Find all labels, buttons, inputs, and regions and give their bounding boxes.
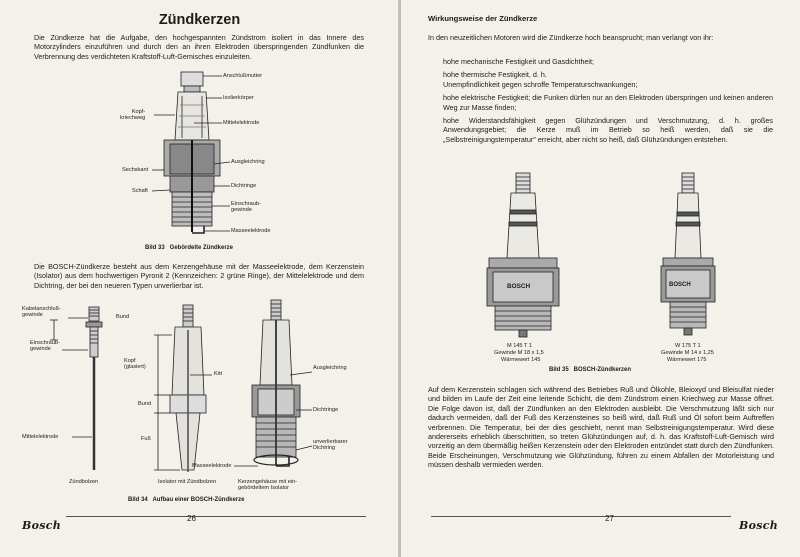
label-unverlierbarer-dichtring: unverlierbarer Dichtring (313, 439, 348, 452)
requirement-item: hohe mechanische Festigkeit und Gasdichtheit; (443, 57, 595, 66)
requirement-item: hohe Widerstandsfähigkeit gegen Glühzündungen und Verschmutzung, d. h. großes Anwendungsgebiet; die Kerze muß im Betrieb so heiß werden, daß sie die „Selbstreinigungstemperatur" erreicht, aber nicht so heiß, daß Glühzündungen entstehen. (443, 116, 773, 144)
label-ausgleichring-34: Ausgleichring (313, 365, 347, 371)
label-schaft: Schaft (132, 188, 148, 194)
section-heading: Wirkungsweise der Zündkerze (428, 14, 538, 23)
bosch-logo: Bosch (739, 519, 779, 532)
requirement-item: hohe elektrische Festigkeit; die Funken dürfen nur an den Elektroden überspringen und keinen anderen Weg zur Masse finden; (443, 93, 773, 112)
label-kriechweg: Kopf- kriechweg (120, 109, 146, 122)
label-kopf: Kopf (glasiert) (124, 358, 146, 371)
figure-34-construction (0, 0, 399, 557)
page-number: 26 (187, 514, 196, 523)
label-anschlussmutter: Anschlußmutter (223, 73, 263, 79)
label-ausgleichring: Ausgleichring (231, 159, 265, 165)
body-paragraph: Die BOSCH-Zündkerze besteht aus dem Kerzengehäuse mit der Masseelektrode, dem Kerzenstein (Isolator) aus dem hochwertigen Pyronit 2 (Kennzeichen: 2 grüne Ringe), der Mittelelektrode und dem Dichtring, der bei den neueren Typen unverlierbar ist. (34, 262, 364, 290)
label-kitt: Kitt (214, 371, 223, 377)
page-number: 27 (605, 514, 614, 523)
page-right (401, 0, 800, 557)
label-kerzengehaeuse: Kerzengehäuse mit ein- gebördeltem Isolator (238, 479, 298, 492)
label-einschraubgewinde: Einschraub- gewinde (231, 201, 261, 214)
figure-35-caption: Bild 35 BOSCH-Zündkerzen (549, 367, 632, 373)
footer-rule (66, 516, 366, 517)
label-masseelektrode-34: Masseelektrode (192, 463, 232, 469)
label-isolator-mit-zuendbolzen: Isolator mit Zündbolzen (158, 479, 217, 485)
label-isolierkoerper: Isolierkörper (223, 95, 254, 101)
label-dichtringe-34: Dichtringe (313, 407, 339, 413)
plug2-heat: Wärmewert 175 (667, 357, 707, 363)
plug1-brand: BOSCH (507, 283, 531, 290)
figure-35-plugs (401, 0, 800, 557)
page-left (0, 0, 399, 557)
footer-rule (431, 516, 731, 517)
plug1-heat: Wärmewert 145 (501, 357, 541, 363)
label-bund-1: Bund (116, 314, 130, 320)
plug1-model: M 145 T 1 (507, 343, 532, 349)
plug2-brand: BOSCH (669, 282, 691, 288)
label-masseelektrode: Masseelektrode (231, 228, 271, 234)
label-bund-2: Bund (138, 401, 152, 407)
plug2-thread: Gewinde M 14 x 1,25 (661, 350, 714, 356)
intro-paragraph: Die Zündkerze hat die Aufgabe, den hochgespannten Zündstrom isoliert in das Innere des Motorzylinders einzuführen und durch den an ihren Elektroden überspringenden Zündfunken die Verbrennung des verdichteten Kraftstoff-Luft-Gemisches einzuleiten. (34, 33, 364, 61)
plug1-thread: Gewinde M 18 x 1,5 (494, 350, 544, 356)
label-sechskant: Sechskant (122, 167, 149, 173)
plug2-model: W 175 T 1 (675, 343, 701, 349)
label-zuendbolzen: Zündbolzen (69, 479, 99, 485)
figure-34-caption: Bild 34 Aufbau einer BOSCH-Zündkerze (128, 497, 245, 503)
label-mittelelektrode-34: Mittelelektrode (22, 434, 59, 440)
label-dichtringe: Dichtringe (231, 183, 257, 189)
page-title: Zündkerzen (158, 12, 241, 28)
label-kabelanschluss: Kabelanschluß- gewinde (22, 306, 61, 319)
body-paragraph: Auf dem Kerzenstein schlagen sich während des Betriebes Ruß und Ölkohle, Bleioxyd und Bleisulfat nieder und bilden im Laufe der Zeit eine leitende Schicht, die dem Zündstrom einen Kriechweg zur Masse öffnet. Die Folge davon ist, daß der Zündfunken an den Elektroden ausbleibt. Die Verschmutzung läßt sich nur dadurch vermeiden, daß der Fuß des Kerzensteines so heiß wird, daß Ruß und Öl sofort beim Auftreffen verbrennen. Die Temperatur, bei der dies geschieht, nennt man Selbstreinigungstemperatur. Wird diese andererseits erheblich überschritten, so treten Glühzündungen auf, d. h. das Kraftstoff-Luft-Gemisch wird vorzeitig an dem übermäßig heißen Kerzenstein oder den Elektroden entzündet statt durch den Zündfunken. Beide Erscheinungen, Verschmutzung wie Glühzündung, führen zu einem Abfallen der Motorleistung und müssen deshalb vermieden werden. (428, 385, 774, 470)
label-fuss: Fuß (141, 436, 151, 442)
requirements-intro: In den neuzeitlichen Motoren wird die Zündkerze hoch beansprucht; man verlangt von ihr: (428, 33, 714, 42)
label-einschraub-34: Einschraub- gewinde (30, 340, 60, 353)
figure-33-caption: Bild 33 Gebördelte Zündkerze (145, 245, 234, 251)
label-mittelelektrode: Mittelelektrode (223, 120, 260, 126)
requirement-item: hohe thermische Festigkeit, d. h. Unempfindlichkeit gegen schroffe Temperaturschwankungen; (443, 70, 638, 89)
bosch-logo: Bosch (22, 519, 62, 532)
